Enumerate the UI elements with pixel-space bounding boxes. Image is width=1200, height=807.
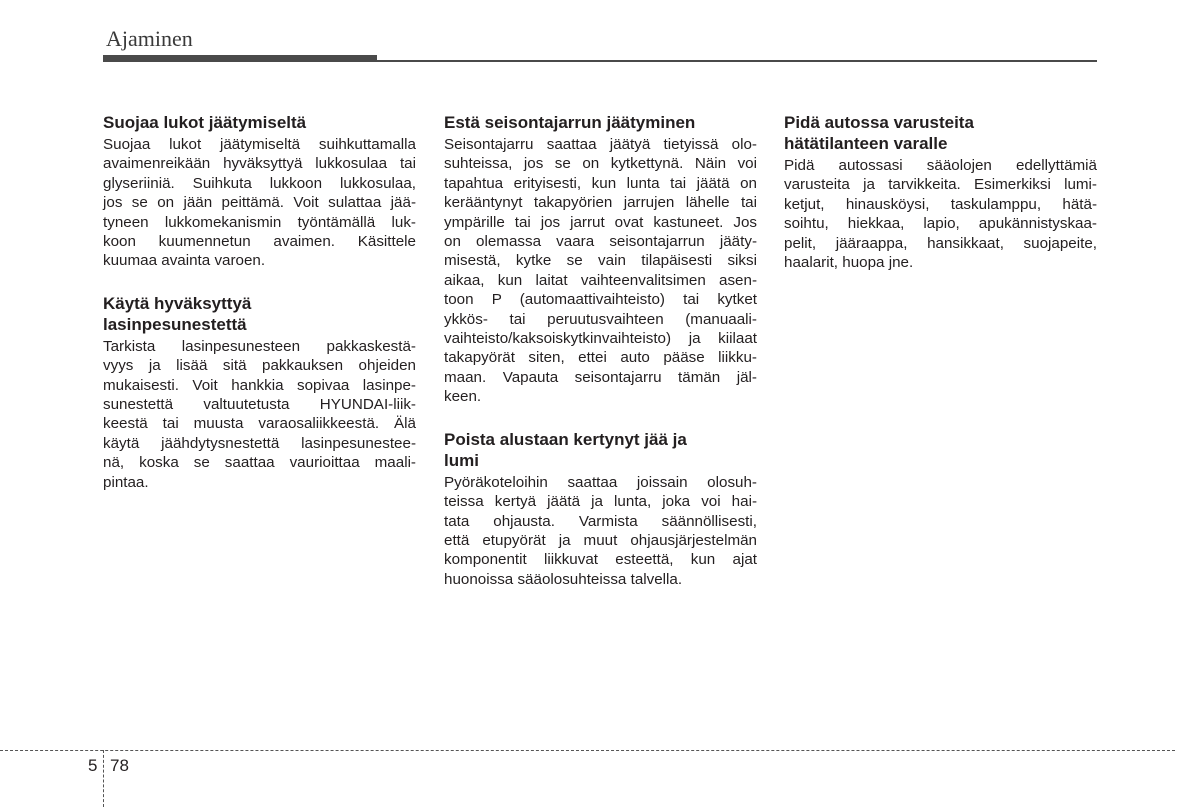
body-line: ykkös- tai peruutusvaihteen (manuaali- bbox=[444, 310, 757, 328]
footer-vertical-divider bbox=[103, 750, 104, 807]
section-heading-line: hätätilanteen varalle bbox=[784, 134, 948, 153]
body-line: toon P (automaattivaihteisto) tai kytket bbox=[444, 291, 757, 309]
section-heading bbox=[103, 293, 416, 335]
body-line: Pyöräkoteloihin saattaa joissain olosuh- bbox=[444, 473, 757, 491]
section bbox=[444, 429, 757, 589]
body-line: takapyörät siten, ettei auto pääse liikku- bbox=[444, 349, 757, 367]
section bbox=[444, 112, 757, 407]
body-line: pelit, jääraappa, hansikkaat, suojapeite, bbox=[784, 234, 1097, 252]
section bbox=[784, 112, 1097, 272]
section-heading-line: Käytä hyväksyttyä bbox=[103, 293, 252, 313]
body-line: Suojaa lukot jäätymiseltä suihkuttamalla bbox=[103, 136, 416, 153]
section-heading-line: lasinpesunestettä bbox=[103, 314, 247, 334]
text-column-3 bbox=[784, 112, 1097, 294]
text-column-1 bbox=[103, 112, 416, 514]
body-line: Tarkista lasinpesunesteen pakkaskestä- bbox=[103, 337, 416, 355]
body-line: nä, koska se saattaa vaurioittaa maali- bbox=[103, 454, 416, 472]
section-heading-line: Suojaa lukot jäätymiseltä bbox=[103, 113, 307, 132]
body-line: keen. bbox=[444, 388, 482, 406]
body-line: vyys ja lisää sitä pakkauksen ohjeiden bbox=[103, 357, 416, 375]
section-body bbox=[784, 156, 1097, 272]
body-line: aikaa, kun laitat vaihteenvalitsimen asen- bbox=[444, 271, 757, 289]
body-line: glyseriiniä. Suihkuta lukkoon lukkosulaa, bbox=[103, 174, 416, 192]
section-body bbox=[444, 135, 757, 407]
page-number: 78 bbox=[110, 756, 129, 775]
body-line: sunestettä valtuutetusta HYUNDAI-liik- bbox=[103, 396, 416, 414]
section-heading bbox=[444, 112, 757, 133]
body-line: ketjut, hinausköysi, taskulamppu, hätä- bbox=[784, 195, 1097, 213]
body-line: pintaa. bbox=[103, 473, 149, 491]
body-line: on olemassa vaara seisontajarrun jääty- bbox=[444, 233, 757, 251]
body-line: maan. Vapauta seisontajarru tämän jäl- bbox=[444, 368, 757, 386]
section-body bbox=[103, 337, 416, 492]
body-line: haalarit, huopa jne. bbox=[784, 254, 914, 272]
body-line: mukaisesti. Voit hankkia sopivaa lasinpe- bbox=[103, 376, 416, 394]
body-line: vaihteisto/kaksoiskytkinvaihteisto) ja kiilaat bbox=[444, 330, 757, 348]
section-heading-line: Poista alustaan kertynyt jää ja bbox=[444, 429, 687, 449]
section-body bbox=[103, 135, 416, 271]
body-line: huonoissa sääolosuhteissa talvella. bbox=[444, 570, 683, 588]
section-heading bbox=[103, 112, 416, 133]
body-line: suhteissa, jos se on kytkettynä. Näin voi bbox=[444, 155, 757, 173]
section bbox=[103, 112, 416, 271]
section bbox=[103, 293, 416, 492]
body-line: ympärille tai jos jarrut ovat kastuneet. Jos bbox=[444, 213, 757, 231]
body-line: tata ohjausta. Varmista säännöllisesti, bbox=[444, 512, 757, 530]
body-line: varusteita ja tarvikkeita. Esimerkiksi lumi- bbox=[784, 176, 1097, 194]
body-line: Pidä autossasi sääolojen edellyttämiä bbox=[784, 157, 1097, 174]
body-line: koon kuumennetun avaimen. Käsittele bbox=[103, 233, 416, 251]
body-line: misestä, kytke se vain tilapäisesti siksi bbox=[444, 252, 757, 270]
header-rule-thick bbox=[103, 55, 377, 62]
chapter-number: 5 bbox=[88, 756, 98, 775]
header-rule-thin bbox=[377, 60, 1097, 62]
body-line: kuumaa avainta varoen. bbox=[103, 252, 266, 270]
chapter-title: Ajaminen bbox=[106, 26, 193, 51]
section-heading bbox=[444, 429, 757, 471]
section-body bbox=[444, 473, 757, 589]
body-line: Seisontajarru saattaa jäätyä tietyissä olo- bbox=[444, 136, 757, 153]
footer-divider bbox=[0, 750, 1175, 751]
section-heading bbox=[784, 112, 1097, 154]
section-heading-line: lumi bbox=[444, 450, 479, 470]
body-line: teissa kertyä jäätä ja lunta, joka voi hai- bbox=[444, 493, 757, 511]
section-heading-line: Pidä autossa varusteita bbox=[784, 113, 974, 132]
body-line: että etupyörät ja muut ohjausjärjestelmän bbox=[444, 531, 757, 549]
body-line: tapahtua erityisesti, kun lunta tai jäätä on bbox=[444, 174, 757, 192]
body-line: käytä jäähdytysnestettä lasinpesunestee- bbox=[103, 434, 416, 452]
text-column-2 bbox=[444, 112, 757, 611]
body-line: keestä tai muusta varaosaliikkeestä. Älä bbox=[103, 415, 416, 433]
section-heading-line: Estä seisontajarrun jäätyminen bbox=[444, 113, 696, 132]
body-line: tyneen lukkomekanismin työntämällä luk- bbox=[103, 213, 416, 231]
body-line: kerääntynyt takapyörien jarrujen lähelle tai bbox=[444, 194, 757, 212]
body-line: komponentit liikkuvat esteettä, kun ajat bbox=[444, 551, 757, 569]
body-line: avaimenreikään hyväksyttyä lukkosulaa tai bbox=[103, 155, 416, 173]
body-line: soihtu, hiekkaa, lapio, apukännistyskaa- bbox=[784, 215, 1097, 233]
body-line: jos se on jään peittämä. Voit sulattaa jää- bbox=[103, 194, 416, 212]
